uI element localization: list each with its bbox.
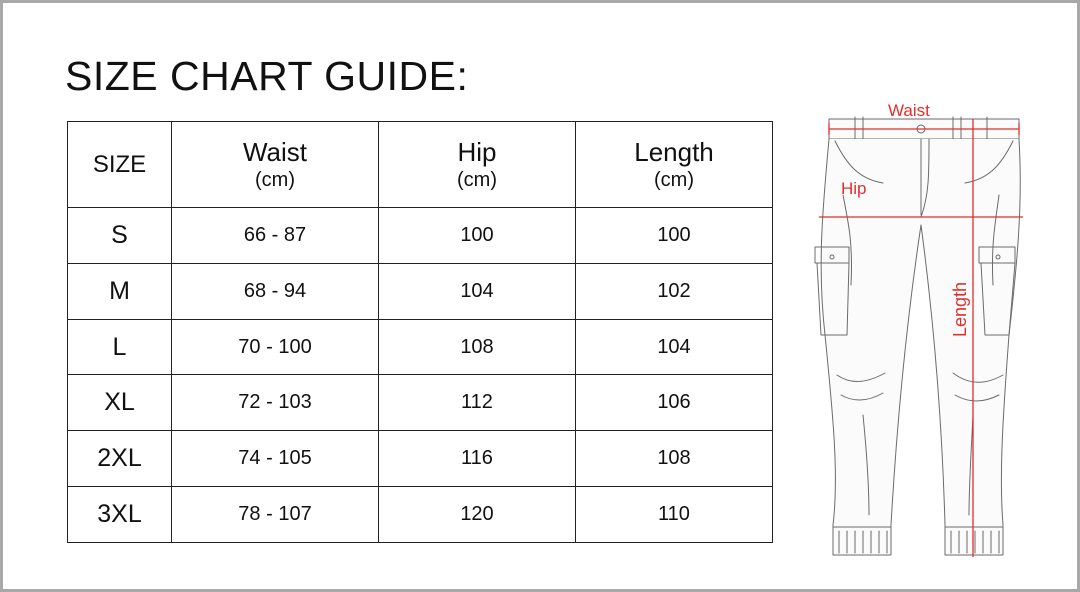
pants-measurement-diagram [803,95,1053,565]
table-row [68,487,773,543]
size-cell: L [68,319,172,375]
header-size [68,122,172,208]
size-table [67,121,773,543]
table-row [68,375,773,431]
length-cell: 102 [576,263,773,319]
size-cell: 3XL [68,487,172,543]
header-length-label: Length [634,136,714,167]
header-waist-label: Waist [242,136,308,167]
length-cell: 100 [576,208,773,264]
waist-cell: 72 - 103 [172,375,379,431]
header-waist [172,122,379,208]
page-title: SIZE CHART GUIDE: [65,53,469,99]
waist-cell: 70 - 100 [172,319,379,375]
header-length [576,122,773,208]
table-row [68,208,773,264]
waist-cell: 74 - 105 [172,431,379,487]
size-cell: S [68,208,172,264]
length-cell: 108 [576,431,773,487]
header-hip-label: Hip [457,136,497,167]
header-size-label: SIZE [92,150,147,178]
length-cell: 106 [576,375,773,431]
table-row [68,431,773,487]
hip-cell: 104 [379,263,576,319]
hip-cell: 116 [379,431,576,487]
table-header-row [68,122,773,208]
waist-cell: 78 - 107 [172,487,379,543]
table-row [68,319,773,375]
hip-label: Hip [841,179,867,198]
header-hip [379,122,576,208]
header-length-unit: (cm) [654,168,694,191]
header-hip-unit: (cm) [457,168,497,191]
waist-label: Waist [888,101,930,120]
header-waist-unit: (cm) [255,168,295,191]
size-cell: XL [68,375,172,431]
hip-cell: 112 [379,375,576,431]
size-cell: M [68,263,172,319]
table-row [68,263,773,319]
waist-cell: 66 - 87 [172,208,379,264]
hip-cell: 108 [379,319,576,375]
waist-cell: 68 - 94 [172,263,379,319]
size-cell: 2XL [68,431,172,487]
length-cell: 110 [576,487,773,543]
length-cell: 104 [576,319,773,375]
hip-cell: 100 [379,208,576,264]
length-label: Length [950,281,970,337]
hip-cell: 120 [379,487,576,543]
